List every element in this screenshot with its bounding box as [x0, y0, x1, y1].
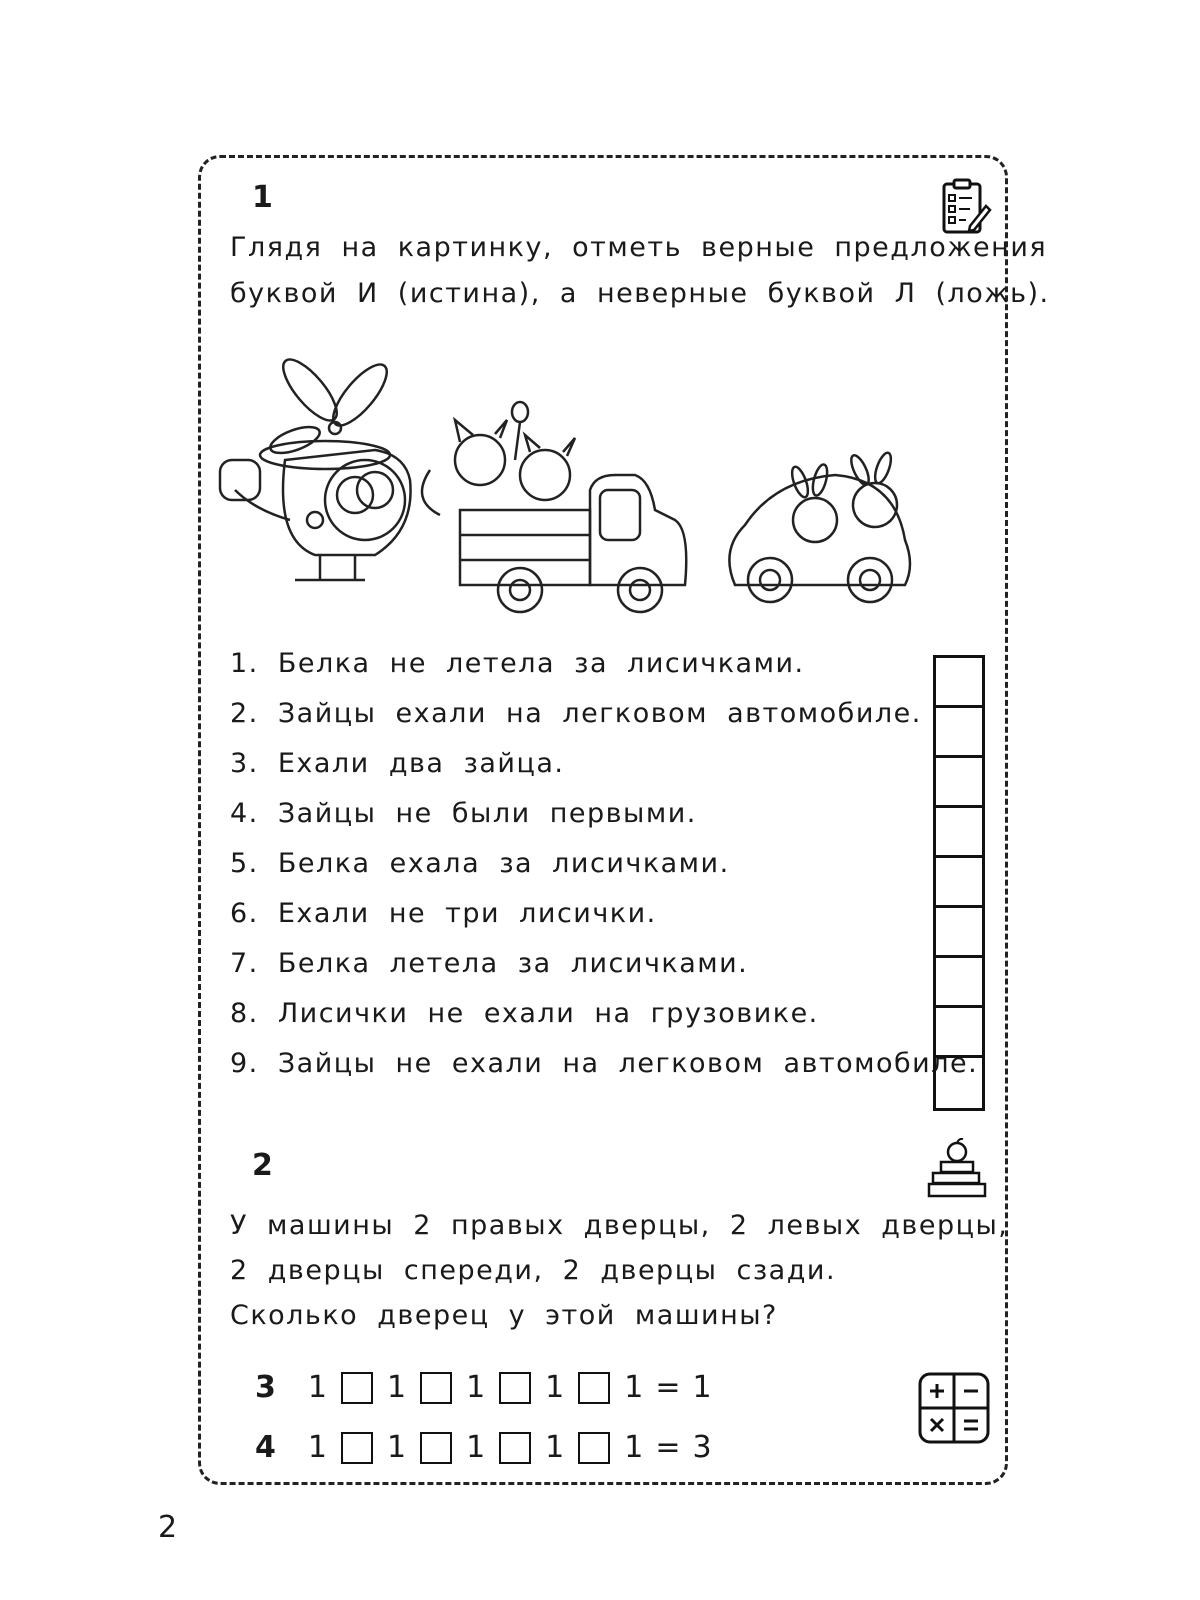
clipboard-checklist-icon [940, 178, 992, 236]
task1-number: 1 [252, 180, 273, 215]
answer-box-4[interactable] [936, 808, 982, 858]
operator-box[interactable] [420, 1372, 452, 1404]
operator-box[interactable] [420, 1432, 452, 1464]
statement-6: 6. Ехали не три лисички. [230, 898, 657, 929]
task4-result: 3 [692, 1430, 712, 1465]
statement-7: 7. Белка летела за лисичками. [230, 948, 749, 979]
statement-2: 2. Зайцы ехали на легковом автомобиле. [230, 698, 922, 729]
helicopter-squirrel-illustration [220, 352, 411, 580]
task3-result: 1 [692, 1370, 712, 1405]
task4-number: 4 [255, 1430, 276, 1465]
statement-1: 1. Белка не летела за лисичками. [230, 648, 805, 679]
task2-number: 2 [252, 1148, 273, 1183]
operator-box[interactable] [499, 1432, 531, 1464]
task1-instruction-line2: буквой И (истина), а неверные буквой Л (ложь). [230, 278, 1050, 309]
answer-box-5[interactable] [936, 858, 982, 908]
task3-number: 3 [255, 1370, 276, 1405]
math-operators-icon [918, 1372, 990, 1444]
operator-box[interactable] [341, 1432, 373, 1464]
task1-instruction-line1: Глядя на картинку, отметь верные предложения [230, 232, 1048, 263]
statement-4: 4. Зайцы не были первыми. [230, 798, 697, 829]
task4-equation: 4 1 1 1 1 1 = 3 [255, 1430, 712, 1465]
task2-line2: 2 дверцы спереди, 2 дверцы сзади. [230, 1255, 837, 1286]
answer-box-3[interactable] [936, 758, 982, 808]
statement-3: 3. Ехали два зайца. [230, 748, 565, 779]
answer-box-8[interactable] [936, 1008, 982, 1058]
answer-boxes [933, 655, 985, 1111]
task3-equation: 3 1 1 1 1 1 = 1 [255, 1370, 712, 1405]
operator-box[interactable] [578, 1372, 610, 1404]
operator-box[interactable] [341, 1372, 373, 1404]
car-rabbits-illustration [729, 451, 910, 602]
answer-box-9[interactable] [936, 1058, 982, 1108]
books-apple-icon [925, 1138, 989, 1202]
statement-5: 5. Белка ехала за лисичками. [230, 848, 730, 879]
truck-foxes-illustration [422, 402, 686, 612]
task2-line3: Сколько дверец у этой машины? [230, 1300, 778, 1331]
operator-box[interactable] [578, 1432, 610, 1464]
task2-line1: У машины 2 правых дверцы, 2 левых дверцы, [230, 1210, 1009, 1241]
statement-9: 9. Зайцы не ехали на легковом автомобиле. [230, 1048, 979, 1079]
operator-box[interactable] [499, 1372, 531, 1404]
answer-box-6[interactable] [936, 908, 982, 958]
answer-box-7[interactable] [936, 958, 982, 1008]
illustration [215, 350, 965, 640]
statement-8: 8. Лисички не ехали на грузовике. [230, 998, 819, 1029]
answer-box-1[interactable] [936, 658, 982, 708]
answer-box-2[interactable] [936, 708, 982, 758]
page-number: 2 [158, 1510, 178, 1545]
